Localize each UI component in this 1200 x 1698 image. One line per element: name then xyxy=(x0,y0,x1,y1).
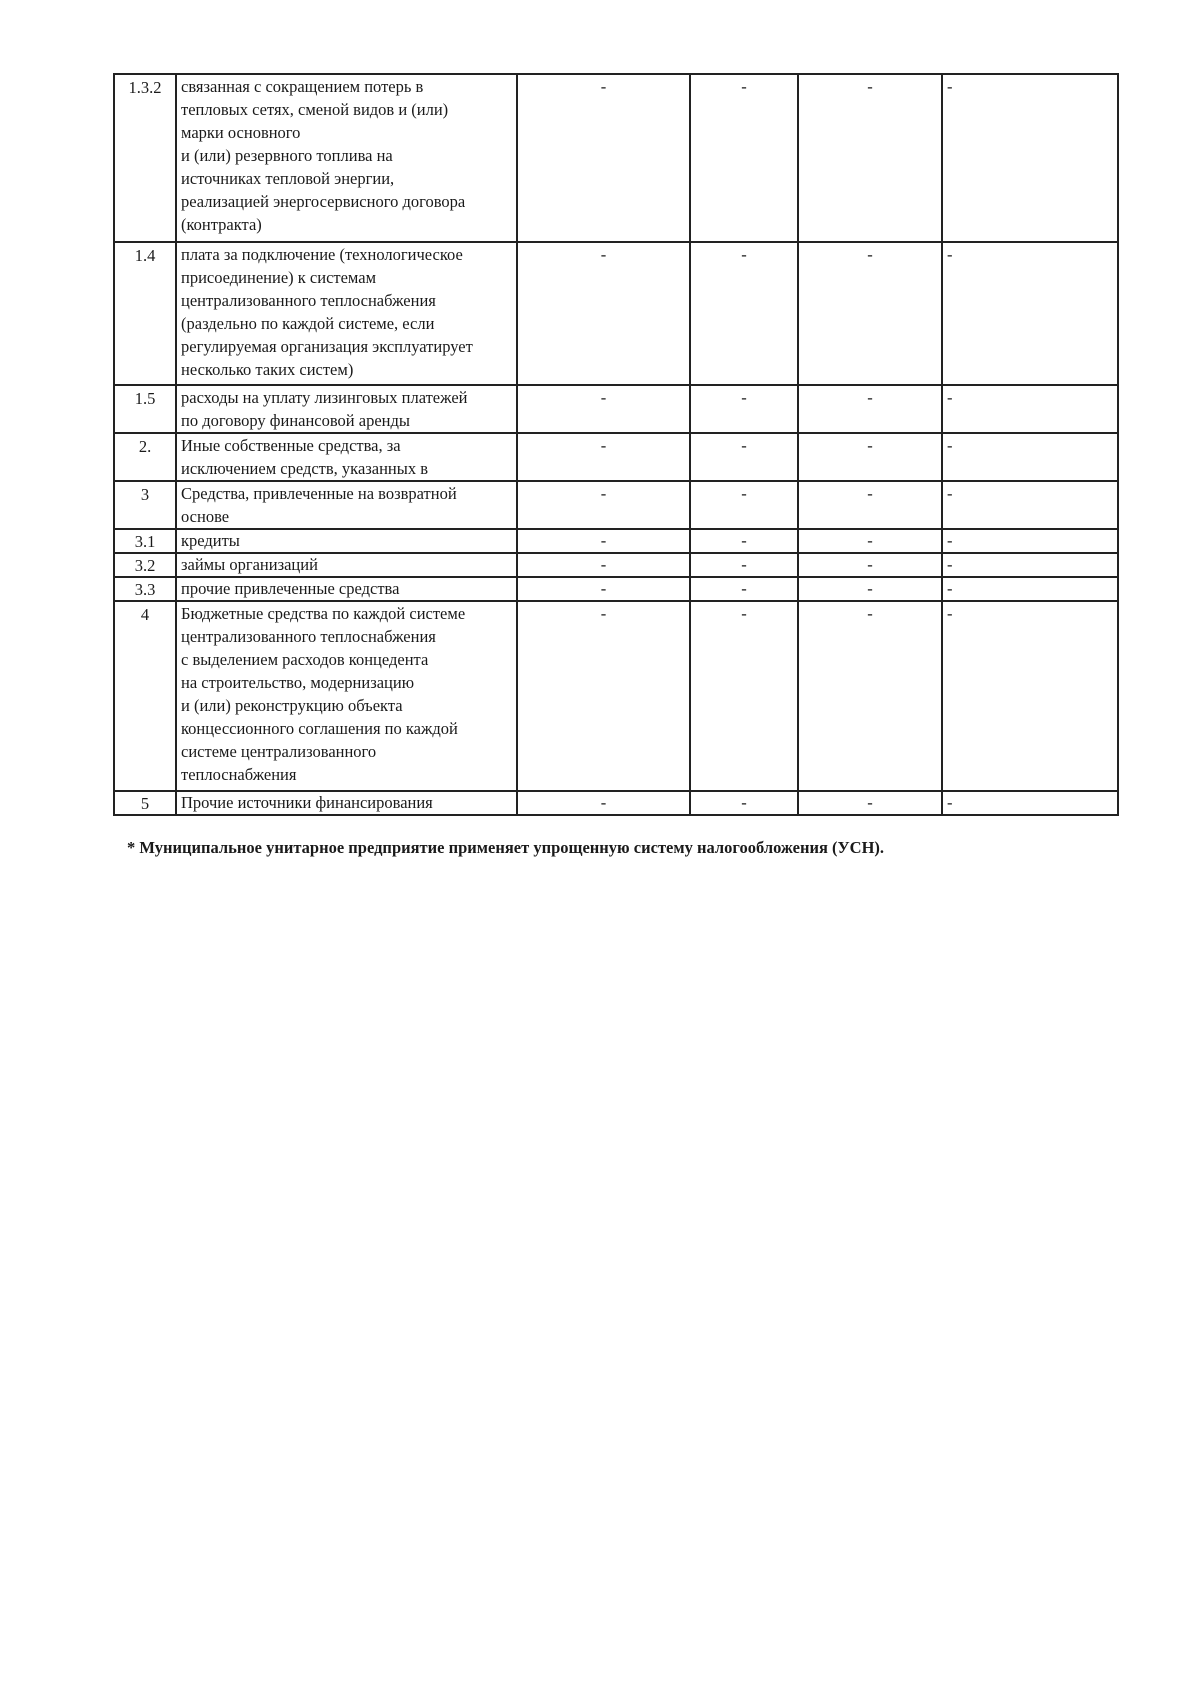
value-cell: - xyxy=(942,481,1118,529)
value-cell: - xyxy=(798,481,942,529)
value-cell: - xyxy=(517,791,690,815)
value-cell: - xyxy=(942,385,1118,433)
row-name: Прочие источники финансирования xyxy=(176,791,517,815)
financing-table xyxy=(113,73,1119,816)
value-cell: - xyxy=(517,433,690,481)
value-cell: - xyxy=(798,553,942,577)
value-cell: - xyxy=(690,74,798,242)
row-number: 5 xyxy=(114,791,176,815)
value-cell: - xyxy=(690,529,798,553)
value-cell: - xyxy=(690,553,798,577)
value-cell: - xyxy=(798,385,942,433)
row-name: займы организаций xyxy=(176,553,517,577)
row-number: 4 xyxy=(114,601,176,791)
value-cell: - xyxy=(517,529,690,553)
value-cell: - xyxy=(690,481,798,529)
value-cell: - xyxy=(798,433,942,481)
value-cell: - xyxy=(798,791,942,815)
table-row xyxy=(114,481,1118,529)
value-cell: - xyxy=(798,242,942,385)
row-name: плата за подключение (технологическое присоединение) к системам централизованного теплоснабжения (раздельно по каждой системе, если регулируемая организация эксплуатирует несколько таких систем) xyxy=(176,242,517,385)
row-name: прочие привлеченные средства xyxy=(176,577,517,601)
row-number: 3 xyxy=(114,481,176,529)
row-number: 2. xyxy=(114,433,176,481)
value-cell: - xyxy=(942,601,1118,791)
value-cell: - xyxy=(690,242,798,385)
value-cell: - xyxy=(798,529,942,553)
value-cell: - xyxy=(798,74,942,242)
row-number: 1.3.2 xyxy=(114,74,176,242)
row-number: 3.1 xyxy=(114,529,176,553)
value-cell: - xyxy=(942,553,1118,577)
row-number: 1.4 xyxy=(114,242,176,385)
row-name: связанная с сокращением потерь в тепловых сетях, сменой видов и (или) марки основного и (или) резервного топлива на источниках тепловой энергии, реализацией энергосервисного договора (контракта) xyxy=(176,74,517,242)
value-cell: - xyxy=(517,553,690,577)
table-row xyxy=(114,242,1118,385)
table-row xyxy=(114,385,1118,433)
table-row xyxy=(114,553,1118,577)
table-row xyxy=(114,529,1118,553)
value-cell: - xyxy=(942,791,1118,815)
row-name: Бюджетные средства по каждой системе централизованного теплоснабжения с выделением расходов концедента на строительство, модернизацию и (или) реконструкцию объекта концессионного соглашения по каждой системе централизованного теплоснабжения xyxy=(176,601,517,791)
table-row xyxy=(114,433,1118,481)
table-row xyxy=(114,601,1118,791)
value-cell: - xyxy=(517,577,690,601)
table-row xyxy=(114,791,1118,815)
value-cell: - xyxy=(942,242,1118,385)
value-cell: - xyxy=(942,529,1118,553)
row-name: Иные собственные средства, за исключением средств, указанных в xyxy=(176,433,517,481)
value-cell: - xyxy=(798,601,942,791)
value-cell: - xyxy=(690,601,798,791)
value-cell: - xyxy=(942,74,1118,242)
value-cell: - xyxy=(517,481,690,529)
value-cell: - xyxy=(942,577,1118,601)
value-cell: - xyxy=(942,433,1118,481)
value-cell: - xyxy=(517,242,690,385)
value-cell: - xyxy=(798,577,942,601)
footnote: * Муниципальное унитарное предприятие применяет упрощенную систему налогообложения (УСН). xyxy=(127,838,885,857)
value-cell: - xyxy=(517,601,690,791)
row-number: 3.3 xyxy=(114,577,176,601)
row-number: 1.5 xyxy=(114,385,176,433)
row-name: расходы на уплату лизинговых платежей по договору финансовой аренды xyxy=(176,385,517,433)
value-cell: - xyxy=(690,791,798,815)
row-number: 3.2 xyxy=(114,553,176,577)
value-cell: - xyxy=(690,385,798,433)
row-name: Средства, привлеченные на возвратной основе xyxy=(176,481,517,529)
value-cell: - xyxy=(690,577,798,601)
value-cell: - xyxy=(517,385,690,433)
value-cell: - xyxy=(517,74,690,242)
value-cell: - xyxy=(690,433,798,481)
table-row xyxy=(114,74,1118,242)
table-row xyxy=(114,577,1118,601)
row-name: кредиты xyxy=(176,529,517,553)
